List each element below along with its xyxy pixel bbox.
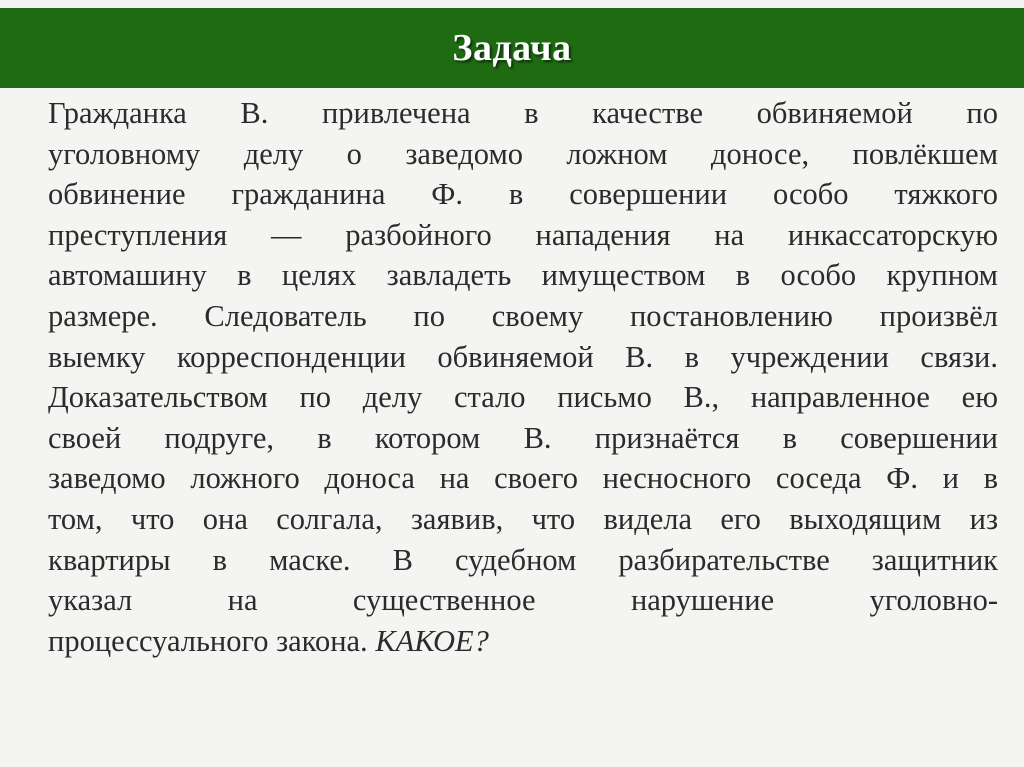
text-line: своей подруге, в котором В. признаётся в совершении bbox=[48, 420, 998, 455]
text-line: квартиры в маске. В судебном разбирательстве защитник bbox=[48, 542, 998, 577]
text-line: заведомо ложного доноса на своего несносного соседа Ф. и в bbox=[48, 461, 998, 496]
text-line: преступления — разбойного нападения на инкассаторскую bbox=[48, 217, 998, 252]
task-text bbox=[48, 93, 998, 693]
text-line-last bbox=[48, 621, 998, 662]
question-text: КАКОЕ? bbox=[375, 623, 489, 658]
text-line: уголовному делу о заведомо ложном доносе, повлёкшем bbox=[48, 136, 998, 171]
text-line: обвинение гражданина Ф. в совершении особо тяжкого bbox=[48, 177, 998, 212]
text-line: Доказательством по делу стало письмо В., направленное ею bbox=[48, 380, 998, 415]
text-line-final: процессуального закона. bbox=[48, 623, 368, 658]
text-line: Гражданка В. привлечена в качестве обвиняемой по bbox=[48, 96, 998, 130]
title-bar bbox=[0, 8, 1024, 88]
text-line: том, что она солгала, заявив, что видела его выходящим из bbox=[48, 501, 998, 536]
text-line: размере. Следователь по своему постановлению произвёл bbox=[48, 298, 998, 333]
text-line: выемку корреспонденции обвиняемой В. в учреждении связи. bbox=[48, 339, 998, 374]
slide-title: Задача bbox=[452, 27, 572, 69]
text-line: автомашину в целях завладеть имуществом в особо крупном bbox=[48, 258, 998, 293]
text-line: указал на существенное нарушение уголовно- bbox=[48, 583, 998, 618]
